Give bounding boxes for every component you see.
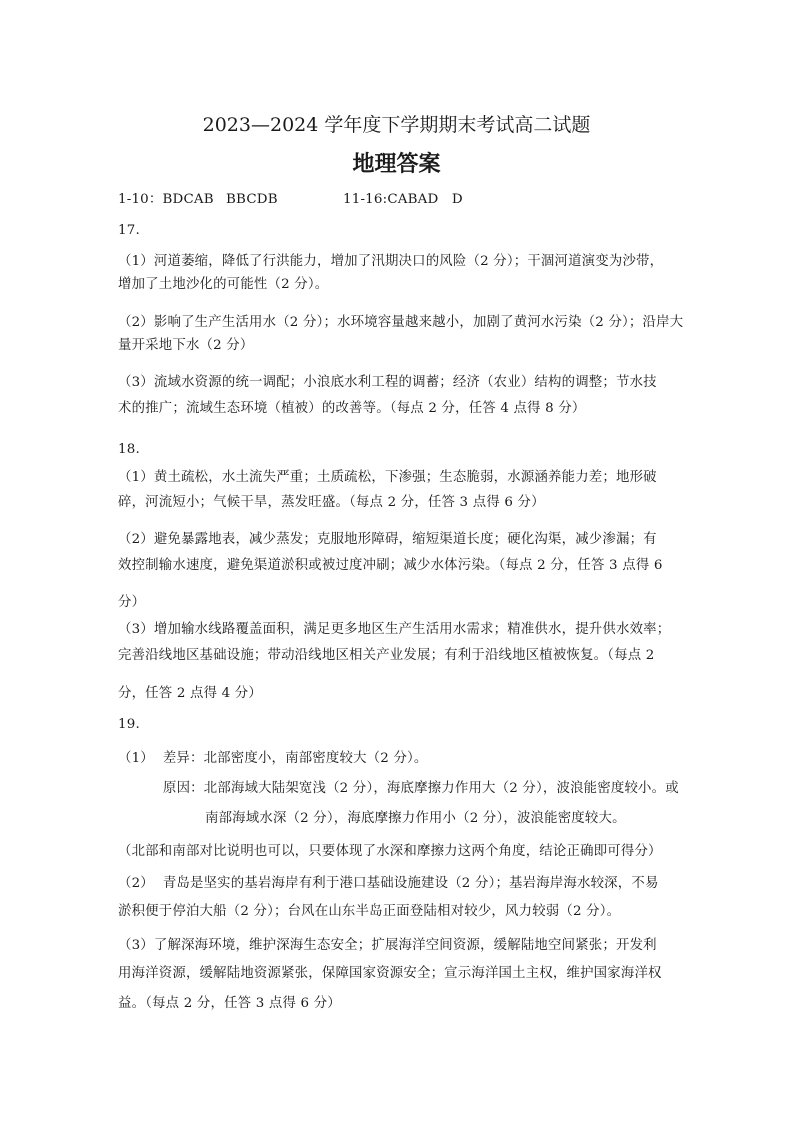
q18-line: （2）避免暴露地表，减少蒸发；克服地形障碍，缩短渠道长度；硬化沟渠，减少渗漏；有 xyxy=(118,532,657,547)
q17-line: 量开采地下水（2 分） xyxy=(118,338,254,353)
q17-line: （2）影响了生产生活用水（2 分）；水环境容量越来越小，加剧了黄河水污染（2 分）；沿岸大 xyxy=(118,315,684,330)
q18-line: 分） xyxy=(118,595,146,610)
q19-line: 原因：北部海域大陆架宽浅（2 分），海底摩擦力作用大（2 分），波浪能密度较小。或 xyxy=(163,781,679,796)
q17-line: （3）流域水资源的统一调配；小浪底水利工程的调蓄；经济（农业）结构的调整；节水技 xyxy=(118,375,657,390)
q17-line: 增加了土地沙化的可能性（2 分）。 xyxy=(118,277,329,292)
choice-answers-11-16: 11-16:CABAD D xyxy=(343,192,463,207)
choice-answers-6-10: BBCDB xyxy=(226,192,278,207)
q18-line: （3）增加输水线路覆盖面积，满足更多地区生产生活用水需求；精准供水，提升供水效率； xyxy=(118,622,671,637)
q19-line: （北部和南部对比说明也可以，只要体现了水深和摩擦力这两个角度，结论正确即可得分） xyxy=(118,844,662,859)
exam-subtitle: 地理答案 xyxy=(352,152,441,177)
q17-line: （1）河道萎缩，降低了行洪能力，增加了汛期决口的风险（2 分）；干涸河道演变为沙带， xyxy=(118,254,664,269)
q19-line: 南部海域水深（2 分），海底摩擦力作用小（2 分），波浪能密度较大。 xyxy=(205,811,626,826)
q18-line: 分，任答 2 点得 4 分） xyxy=(118,686,262,701)
q19-line: （3）了解深海环境，维护深海生态安全；扩展海洋空间资源，缓解陆地空间紧张；开发利 xyxy=(118,938,657,953)
q17-line: 术的推广；流域生态环境（植被）的改善等。（每点 2 分，任答 4 点得 8 分） xyxy=(118,401,586,416)
q19-line: （2） 青岛是坚实的基岩海岸有利于港口基础设施建设（2 分）；基岩海岸海水较深，不易 xyxy=(118,876,659,891)
q19-line: （1） 差异：北部密度小，南部密度较大（2 分）。 xyxy=(118,751,428,766)
question-18-number: 18. xyxy=(118,442,140,457)
q18-line: 完善沿线地区基础设施；带动沿线地区相关产业发展；有利于沿线地区植被恢复。（每点 2 xyxy=(118,648,655,663)
question-17-number: 17. xyxy=(118,223,140,238)
question-19-number: 19. xyxy=(118,717,140,732)
q19-line: 淤积便于停泊大船（2 分）；台风在山东半岛正面登陆相对较少，风力较弱（2 分）。 xyxy=(118,904,621,919)
exam-title: 2023—2024 学年度下学期期末考试高二试题 xyxy=(202,114,591,136)
choice-answers-1-10: 1-10：BDCAB xyxy=(118,192,214,207)
q18-line: （1）黄土疏松，水土流失严重；土质疏松，下渗强；生态脆弱，水源涵养能力差；地形破 xyxy=(118,470,657,485)
q19-line: 用海洋资源，缓解陆地资源紧张，保障国家资源安全；宣示海洋国土主权，维护国家海洋权 xyxy=(118,966,662,981)
q19-line: 益。（每点 2 分，任答 3 点得 6 分） xyxy=(118,996,341,1011)
q18-line: 效控制输水速度，避免渠道淤积或被过度冲刷；减少水体污染。（每点 2 分，任答 3 点得 6 xyxy=(118,558,663,573)
q18-line: 碎，河流短小；气候干旱，蒸发旺盛。（每点 2 分，任答 3 点得 6 分） xyxy=(118,495,545,510)
